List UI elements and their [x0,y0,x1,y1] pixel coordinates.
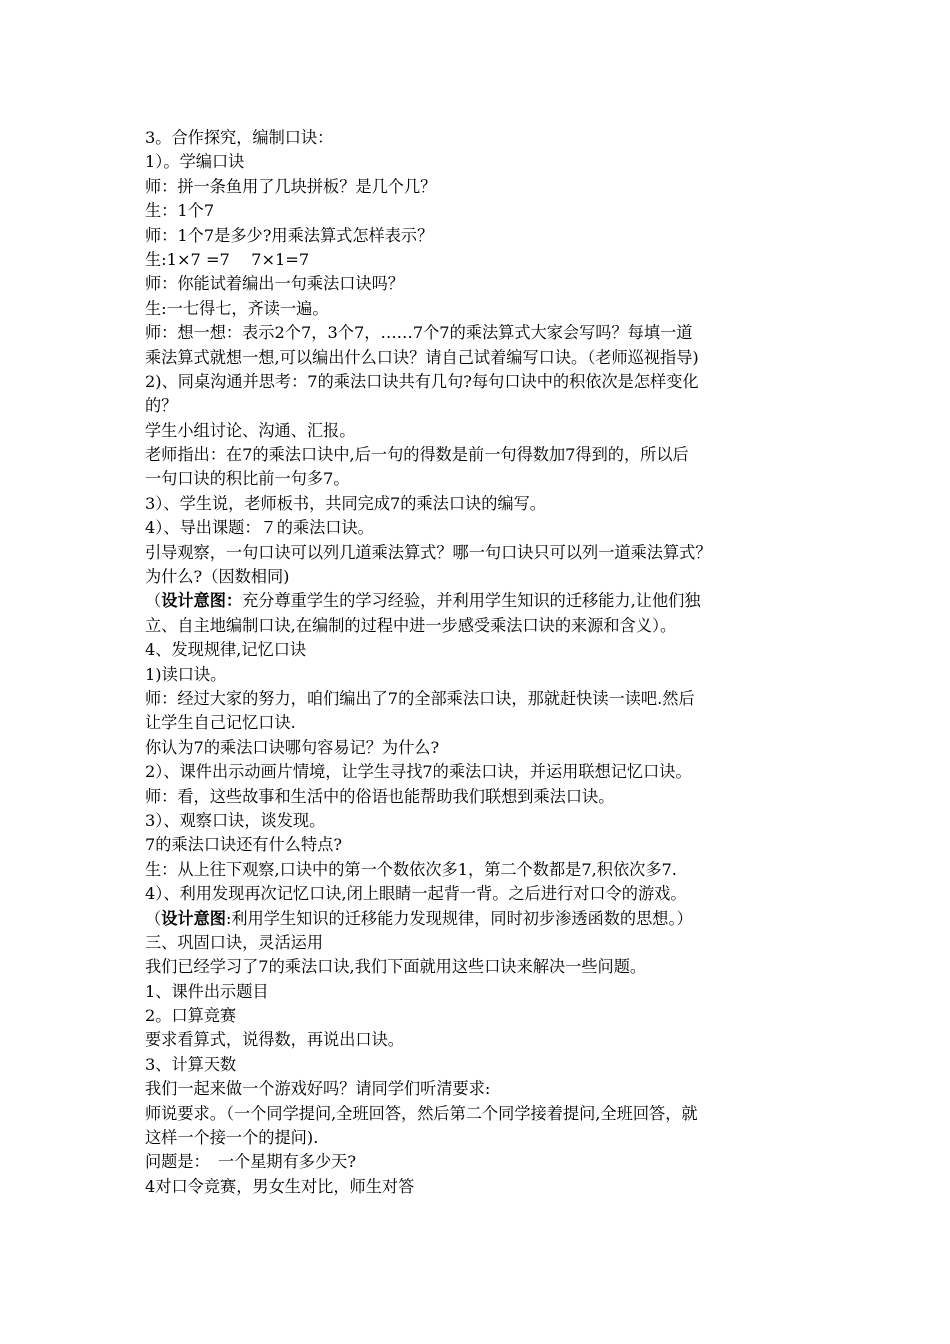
text-line: 师：看，这些故事和生活中的俗语也能帮助我们联想到乘法口诀。 [145,786,615,806]
design-intent-label: 设计意图 [161,908,226,928]
text-line: 你认为7的乘法口诀哪句容易记？为什么? [145,737,440,757]
text-line: 师：想一想：表示2个7，3个7，……7个7的乘法算式大家会写吗？每填一道 [145,323,693,343]
text-line: 师：拼一条鱼用了几块拼板？是几个几？ [145,176,437,196]
text-line: 3。合作探究，编制口诀： [145,128,334,147]
text-line: 2。口算竞赛 [145,1006,237,1026]
text-line: 生:1×7 =7 7×1=7 [145,249,310,269]
text-line: 学生小组讨论、沟通、汇报。 [145,420,356,440]
text-line: 3、计算天数 [145,1054,237,1074]
text-line: 乘法算式就想一想,可以编出什么口诀？请自己试着编写口诀。（老师巡视指导) [145,347,699,367]
text-line: 生：从上往下观察,口诀中的第一个数依次多1，第二个数都是7,积依次多7. [145,859,677,879]
text-line: 1、课件出示题目 [145,981,269,1001]
line-prefix: （ [145,908,162,928]
text-line: 这样一个接一个的提问). [145,1128,319,1148]
text-line: 4）、利用发现再次记忆口诀,闭上眼睛一起背一背。之后进行对口令的游戏。 [145,884,687,904]
text-line: 师说要求。（一个同学提问,全班回答，然后第二个同学接着提问,全班回答，就 [145,1103,698,1123]
text-line: 问题是： 一个星期有多少天? [145,1152,357,1172]
line-text: :利用学生知识的迁移能力发现规律，同时初步渗透函数的思想。） [225,908,693,928]
text-line: 师：经过大家的努力，咱们编出了7的全部乘法口诀，那就赶快读一读吧.然后 [145,688,695,708]
text-line: 2)、同桌沟通并思考：7的乘法口诀共有几句?每句口诀中的积依次是怎样变化 [145,371,699,391]
text-line: 2）、课件出示动画片情境，让学生寻找7的乘法口诀，并运用联想记忆口诀。 [145,762,692,782]
text-line: 生：1个7 [145,201,215,221]
text-line: 7的乘法口诀还有什么特点? [145,835,343,855]
text-line: 我们已经学习了7的乘法口诀,我们下面就用这些口诀来解决一些问题。 [145,957,647,977]
text-line: 师：1个7是多少?用乘法算式怎样表示？ [145,225,434,245]
text-line: 4）、导出课题：７的乘法口诀。 [145,518,374,538]
text-line: 三、巩固口诀，灵活运用 [145,932,324,952]
text-line: 一句口诀的积比前一句多7。 [145,469,350,489]
text-line: 4对口令竞赛，男女生对比，师生对答 [145,1176,415,1196]
text-line: 老师指出：在7的乘法口诀中,后一句的得数是前一句得数加7得到的，所以后 [145,445,689,465]
text-line: 让学生自己记忆口诀. [145,713,296,733]
text-line [145,907,817,931]
design-intent-label: 设计意图： [161,591,243,611]
text-line: 3）、学生说，老师板书，共同完成7的乘法口诀的编写。 [145,493,546,513]
line-prefix: （ [145,591,162,611]
document-body [145,126,817,1199]
text-line: 引导观察，一句口诀可以列几道乘法算式？哪一句口诀只可以列一道乘法算式？ [145,542,712,562]
text-line: 我们一起来做一个游戏好吗？请同学们听清要求: [145,1079,491,1099]
text-line: 3）、观察口诀，谈发现。 [145,810,326,830]
text-line: 生:一七得七，齐读一遍。 [145,298,329,318]
text-line: 为什么?（因数相同) [145,567,290,587]
line-text: 充分尊重学生的学习经验，并利用学生知识的迁移能力,让他们独 [242,591,701,611]
text-line: 的？ [145,396,178,416]
text-line: 1）。学编口诀 [145,152,245,172]
text-line: 师：你能试着编出一句乘法口诀吗？ [145,274,404,294]
text-line [145,589,817,613]
text-line: 4、发现规律,记忆口诀 [145,640,307,660]
text-line: 1)读口诀。 [145,664,227,684]
text-line: 立、自主地编制口诀,在编制的过程中进一步感受乘法口诀的来源和含义）。 [145,615,677,635]
text-line: 要求看算式，说得数，再说出口诀。 [145,1030,404,1050]
